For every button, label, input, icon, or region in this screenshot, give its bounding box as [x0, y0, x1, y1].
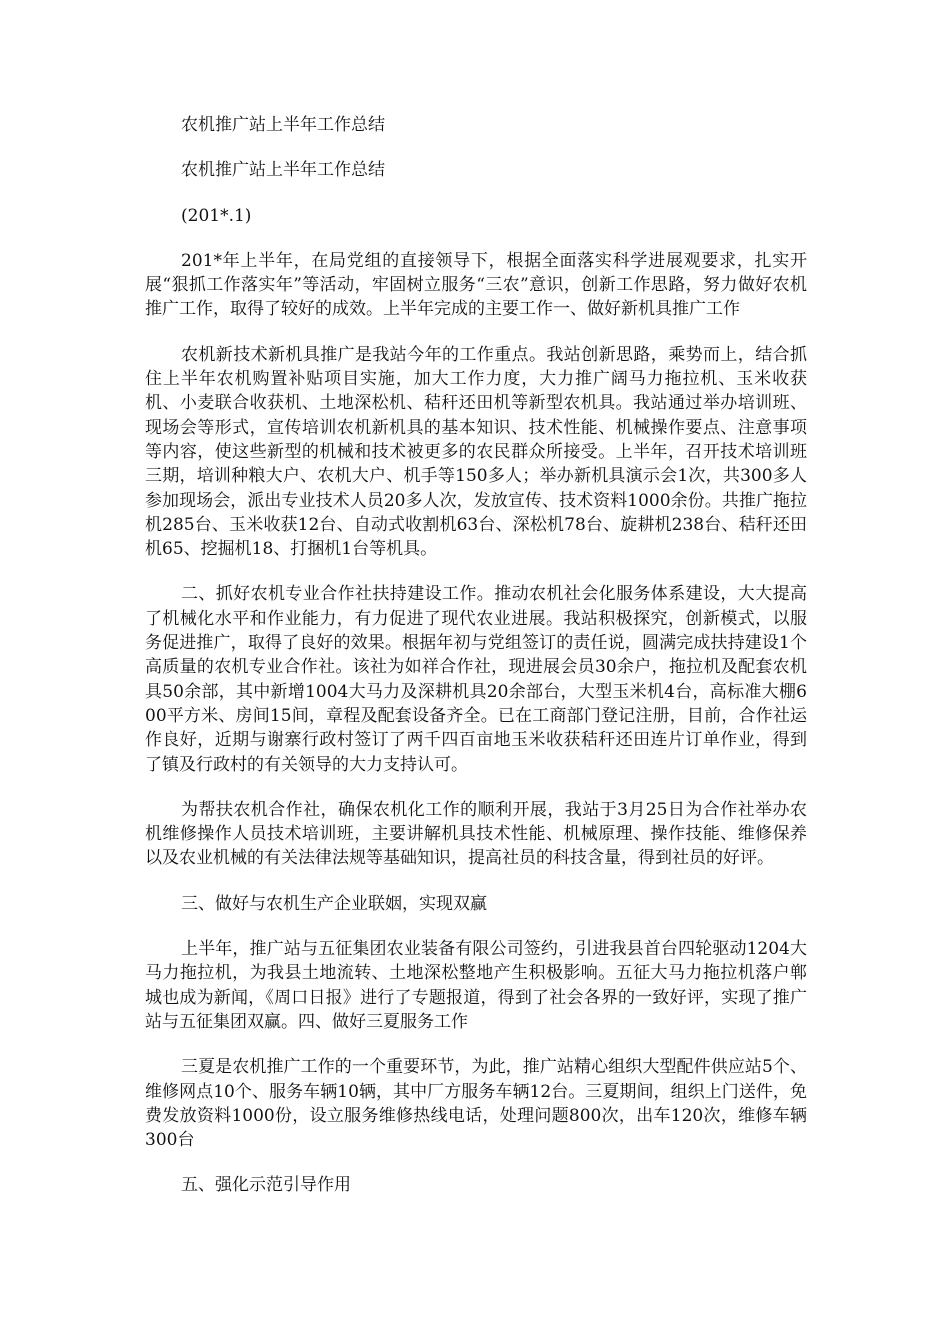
- document-body: [145, 113, 807, 1219]
- paragraph-new-machinery: 农机新技术新机具推广是我站今年的工作重点。我站创新思路，乘势而上，结合抓住上半年农机购置补贴项目实施，加大工作力度，大力推广阔马力拖拉机、玉米收获机、小麦联合收获机、土地深松机、秸秆还田机等新型农机具。我站通过举办培训班、现场会等形式，宣传培训农机新机具的基本知识、技术性能、机械操作要点、注意事项等内容，使这些新型的机械和技术被更多的农民群众所接受。上半年，召开技术培训班三期，培训种粮大户、农机大户、机手等150多人；举办新机具演示会1次，共300多人参加现场会，派出专业技术人员20多人次，发放宣传、技术资料1000余份。共推广拖拉机285台、玉米收获12台、自动式收割机63台、深松机78台、旋耕机238台、秸秆还田机65、挖掘机18、打捆机1台等机具。: [145, 344, 807, 560]
- paragraph-training: 为帮扶农机合作社，确保农机化工作的顺利开展，我站于3月25日为合作社举办农机维修操作人员技术培训班，主要讲解机具技术性能、机械原理、操作技能、维修保养以及农业机械的有关法律法规等基础知识，提高社员的科技含量，得到社员的好评。: [145, 799, 807, 869]
- paragraph-cooperative: 二、抓好农机专业合作社扶持建设工作。推动农机社会化服务体系建设，大大提高了机械化水平和作业能力，有力促进了现代农业进展。我站积极探究，创新模式，以服务促进推广，取得了良好的效果。根据年初与党组签订的责任说，圆满完成扶持建设1个高质量的农机专业合作社。该社为如祥合作社，现进展会员30余户，拖拉机及配套农机具50余部，其中新增1004大马力及深耕机具20余部台，大型玉米机4台，高标准大棚600平方米、房间15间，章程及配套设备齐全。已在工商部门登记注册，目前，合作社运作良好，近期与谢寨行政村签订了两千四百亩地玉米收获秸秆还田连片订单作业，得到了镇及行政村的有关领导的大力支持认可。: [145, 584, 807, 775]
- document-subtitle: 农机推广站上半年工作总结: [181, 160, 385, 181]
- section-heading-three: 三、做好与农机生产企业联姻，实现双赢: [181, 893, 487, 914]
- paragraph-partnership: 上半年，推广站与五征集团农业装备有限公司签约，引进我县首台四轮驱动1204大马力拖拉机，为我县土地流转、土地深松整地产生积极影响。五征大马力拖拉机落户郸城也成为新闻，《周口日报》进行了专题报道，得到了社会各界的一致好评，实现了推广站与五征集团双赢。四、做好三夏服务工作: [145, 939, 807, 1032]
- section-heading-five: 五、强化示范引导作用: [181, 1175, 351, 1196]
- document-date: (201*.1): [181, 205, 252, 226]
- document-title: 农机推广站上半年工作总结: [181, 115, 385, 135]
- paragraph-intro: 201*年上半年，在局党组的直接领导下，根据全面落实科学进展观要求，扎实开展“狠抓工作落实年”等活动，牢固树立服务“三农”意识，创新工作思路，努力做好农机推广工作，取得了较好的成效。上半年完成的主要工作一、做好新机具推广工作: [145, 250, 807, 320]
- paragraph-summer-service: 三夏是农机推广工作的一个重要环节，为此，推广站精心组织大型配件供应站5个、维修网点10个、服务车辆10辆，其中厂方服务车辆12台。三夏期间，组织上门送件，免费发放资料1000份，设立服务维修热线电话，处理问题800次，出车120次，维修车辆300台: [145, 1057, 807, 1151]
